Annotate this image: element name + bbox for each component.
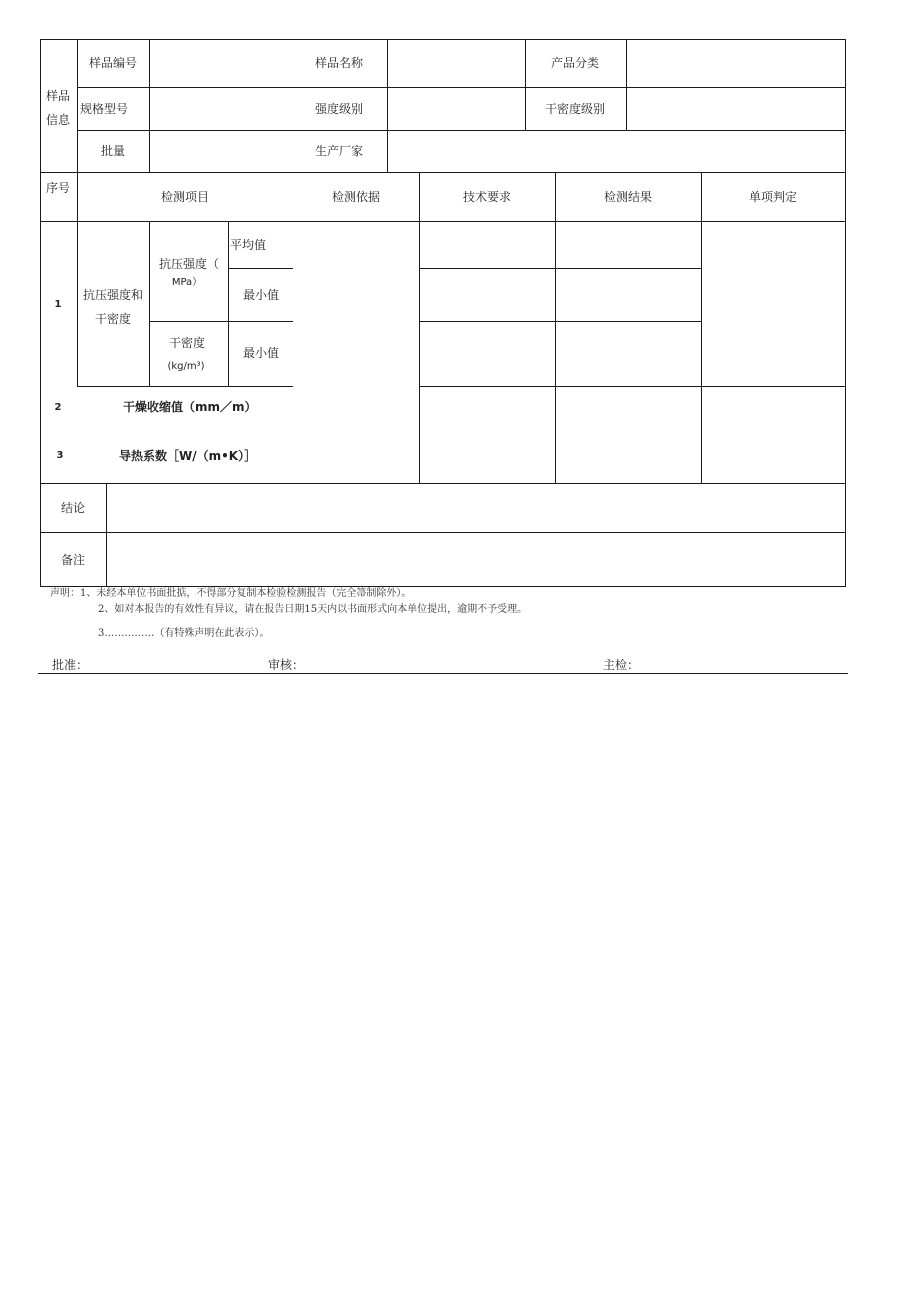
divider [106, 483, 107, 587]
row1-strength-line2: MPa） [171, 277, 203, 288]
divider [40, 172, 846, 173]
divider [77, 87, 846, 88]
header-basis: 检测依据 [331, 190, 381, 204]
row1-strength-line1: 抗压强度（ [158, 257, 220, 271]
divider [419, 172, 420, 483]
row2-seq: 2 [54, 402, 62, 413]
label-batch: 批量 [100, 144, 126, 158]
divider [387, 39, 388, 173]
divider [419, 386, 846, 387]
row3-item: 导热系数［W/（m•K）］ [119, 449, 257, 463]
signature-review: 审核： [268, 658, 305, 672]
header-result: 检测结果 [603, 190, 653, 204]
table-border-left [40, 39, 41, 587]
label-strength-grade: 强度级别 [314, 102, 364, 116]
signature-underline [38, 673, 848, 674]
label-sample-no: 样品编号 [88, 56, 138, 70]
row1-item-line2: 干密度 [94, 312, 132, 326]
divider [701, 172, 702, 483]
divider [419, 321, 701, 322]
row1-min2: 最小值 [242, 346, 280, 360]
header-judgment: 单项判定 [748, 190, 798, 204]
statement-line3: 3……………（有特殊声明在此表示）。 [98, 628, 270, 639]
divider [77, 386, 293, 387]
label-dry-density-grade: 干密度级别 [544, 102, 606, 116]
row1-density-line2: (kg/m³) [167, 361, 205, 372]
statement-line2: 2、如对本报告的有效性有异议，请在报告日期15天内以书面形式向本单位提出，逾期不予受理。 [98, 604, 528, 615]
divider [626, 39, 627, 131]
row1-density-line1: 干密度 [168, 336, 206, 350]
remarks-label: 备注 [60, 553, 86, 567]
table-border-right [845, 39, 846, 587]
label-manufacturer: 生产厂家 [314, 144, 364, 158]
divider [419, 268, 701, 269]
row1-avg: 平均值 [230, 238, 267, 252]
divider [40, 221, 846, 222]
signature-approve: 批准： [52, 658, 89, 672]
row1-seq: 1 [54, 299, 62, 310]
divider [555, 172, 556, 483]
label-sample-name: 样品名称 [314, 56, 364, 70]
divider [228, 221, 229, 386]
conclusion-label: 结论 [60, 501, 86, 515]
header-seq: 序号 [45, 181, 71, 195]
divider [228, 268, 293, 269]
divider [40, 483, 846, 484]
row1-item-line1: 抗压强度和 [82, 288, 144, 302]
divider [525, 39, 526, 131]
sample-info-group-label: 样品 [45, 89, 71, 103]
table-border-top [40, 39, 846, 40]
header-requirement: 技术要求 [462, 190, 512, 204]
row3-seq: 3 [56, 450, 64, 461]
row1-min1: 最小值 [242, 288, 280, 302]
divider [149, 221, 150, 386]
signature-inspector: 主检： [603, 658, 640, 672]
header-item: 检测项目 [160, 190, 210, 204]
statement-line1: 声明：1、未经本单位书面批掂，不得部分复制本检验检测报告（完全箒制除外）。 [50, 588, 412, 599]
divider [149, 321, 293, 322]
divider [149, 39, 150, 173]
label-spec-model: 规格型号 [79, 102, 129, 116]
divider [77, 130, 846, 131]
sample-info-group-label: 信息 [45, 113, 71, 127]
divider [40, 532, 846, 533]
label-product-class: 产品分类 [550, 56, 600, 70]
row2-item: 干燥收缩值（mm／m） [123, 400, 257, 414]
divider [77, 39, 78, 386]
